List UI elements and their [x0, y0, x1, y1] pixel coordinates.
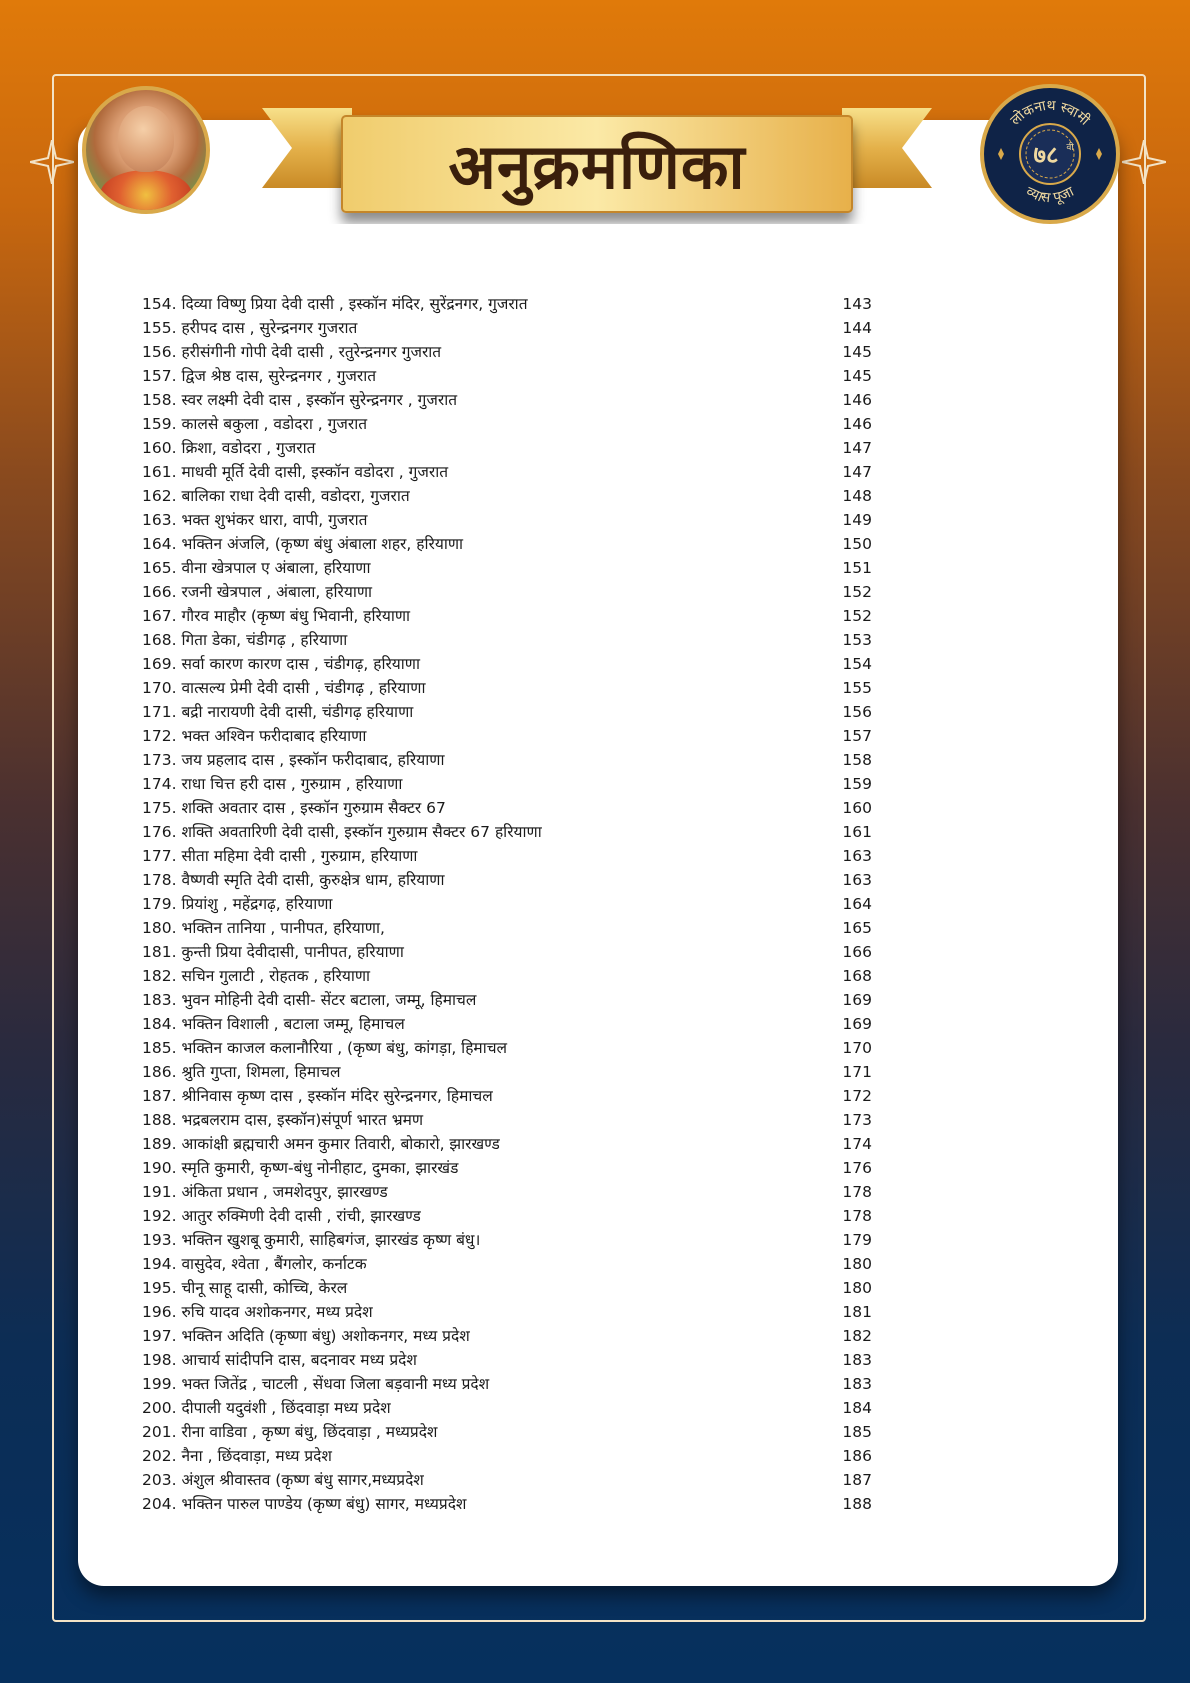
toc-row[interactable]: [142, 1132, 872, 1156]
toc-entry-text: 176. शक्ति अवतारिणी देवी दासी, इस्कॉन गुरुग्राम सैक्टर 67 हरियाणा: [142, 823, 542, 841]
toc-row[interactable]: [142, 1204, 872, 1228]
toc-entry-text: 156. हरीसंगीनी गोपी देवी दासी , रतुरेन्द्रनगर गुजरात: [142, 343, 442, 361]
toc-page-number: 155: [842, 679, 872, 697]
toc-row[interactable]: [142, 412, 872, 436]
toc-entry-text: 184. भक्तिन विशाली , बटाला जम्मू, हिमाचल: [142, 1015, 405, 1033]
toc-entry-text: 169. सर्वा कारण कारण दास , चंडीगढ़, हरियाणा: [142, 655, 421, 673]
toc-page-number: 148: [842, 487, 872, 505]
toc-row[interactable]: [142, 748, 872, 772]
toc-entry-text: 196. रुचि यादव अशोकनगर, मध्य प्रदेश: [142, 1303, 373, 1321]
toc-entry-text: 158. स्वर लक्ष्मी देवी दास , इस्कॉन सुरेन्द्रनगर , गुजरात: [142, 391, 458, 409]
toc-row[interactable]: [142, 364, 872, 388]
toc-entry-text: 164. भक्तिन अंजलि, (कृष्ण बंधु अंबाला शहर, हरियाणा: [142, 535, 464, 553]
toc-page-number: 170: [842, 1039, 872, 1057]
toc-row[interactable]: [142, 1276, 872, 1300]
toc-entry-text: 186. श्रुति गुप्ता, शिमला, हिमाचल: [142, 1063, 341, 1081]
toc-entry-text: 190. स्मृति कुमारी, कृष्ण-बंधु नोनीहाट, दुमका, झारखंड: [142, 1159, 459, 1177]
toc-row[interactable]: [142, 532, 872, 556]
toc-entry-text: 165. वीना खेत्रपाल ए अंबाला, हरियाणा: [142, 559, 371, 577]
toc-page-number: 163: [842, 847, 872, 865]
toc-row[interactable]: [142, 1468, 872, 1492]
badge-top-text: लोकनाथ स्वामी: [1007, 97, 1093, 129]
toc-page-number: 165: [842, 919, 872, 937]
toc-entry-text: 170. वात्सल्य प्रेमी देवी दासी , चंडीगढ़ , हरियाणा: [142, 679, 426, 697]
toc-page-number: 143: [842, 295, 872, 313]
toc-page-number: 183: [842, 1375, 872, 1393]
toc-row[interactable]: [142, 556, 872, 580]
toc-entry-text: 162. बालिका राधा देवी दासी, वडोदरा, गुजरात: [142, 487, 410, 505]
svg-text:व्यास पूजा: [1023, 184, 1077, 207]
toc-row[interactable]: [142, 1348, 872, 1372]
toc-entry-text: 200. दीपाली यदुवंशी , छिंदवाड़ा मध्य प्रदेश: [142, 1399, 391, 1417]
toc-row[interactable]: [142, 988, 872, 1012]
toc-entry-text: 159. कालसे बकुला , वडोदरा , गुजरात: [142, 415, 368, 433]
toc-page-number: 152: [842, 583, 872, 601]
toc-page-number: 159: [842, 775, 872, 793]
toc-row[interactable]: [142, 1108, 872, 1132]
toc-row[interactable]: [142, 1444, 872, 1468]
toc-entry-text: 182. सचिन गुलाटी , रोहतक , हरियाणा: [142, 967, 371, 985]
toc-entry-text: 174. राधा चित्त हरी दास , गुरुग्राम , हरियाणा: [142, 775, 403, 793]
toc-entry-text: 160. क्रिशा, वडोदरा , गुजरात: [142, 439, 316, 457]
toc-row[interactable]: [142, 868, 872, 892]
toc-entry-text: 179. प्रियांशु , महेंद्रगढ़, हरियाणा: [142, 895, 333, 913]
toc-row[interactable]: [142, 1156, 872, 1180]
toc-row[interactable]: [142, 820, 872, 844]
toc-entry-text: 155. हरीपद दास , सुरेन्द्रनगर गुजरात: [142, 319, 358, 337]
toc-row[interactable]: [142, 1012, 872, 1036]
toc-row[interactable]: [142, 1228, 872, 1252]
toc-row[interactable]: [142, 340, 872, 364]
toc-entry-text: 157. द्विज श्रेष्ठ दास, सुरेन्द्रनगर , गुजरात: [142, 367, 377, 385]
toc-entry-text: 189. आकांक्षी ब्रह्मचारी अमन कुमार तिवारी, बोकारो, झारखण्ड: [142, 1135, 500, 1153]
toc-entry-text: 180. भक्तिन तानिया , पानीपत, हरियाणा,: [142, 919, 385, 937]
toc-row[interactable]: [142, 292, 872, 316]
toc-page-number: 147: [842, 439, 872, 457]
toc-page-number: 186: [842, 1447, 872, 1465]
toc-page-number: 144: [842, 319, 872, 337]
ornament-star-icon: [30, 140, 74, 184]
toc-page-number: 169: [842, 1015, 872, 1033]
toc-page-number: 154: [842, 655, 872, 673]
toc-page-number: 160: [842, 799, 872, 817]
toc-entry-text: 204. भक्तिन पारुल पाण्डेय (कृष्ण बंधु) सागर, मध्यप्रदेश: [142, 1495, 467, 1513]
toc-row[interactable]: [142, 916, 872, 940]
toc-page-number: 146: [842, 391, 872, 409]
toc-page-number: 187: [842, 1471, 872, 1489]
toc-row[interactable]: [142, 484, 872, 508]
toc-entry-text: 166. रजनी खेत्रपाल , अंबाला, हरियाणा: [142, 583, 373, 601]
toc-page-number: 158: [842, 751, 872, 769]
badge-bottom-text: व्यास पूजा: [1023, 183, 1077, 207]
toc-entry-text: 201. रीना वाडिवा , कृष्ण बंधु, छिंदवाड़ा , मध्यप्रदेश: [142, 1423, 438, 1441]
toc-row[interactable]: [142, 1060, 872, 1084]
toc-page-number: 145: [842, 343, 872, 361]
toc-row[interactable]: [142, 460, 872, 484]
toc-entry-text: 198. आचार्य सांदीपनि दास, बदनावर मध्य प्रदेश: [142, 1351, 417, 1369]
toc-entry-text: 193. भक्तिन खुशबू कुमारी, साहिबगंज, झारखंड कृष्ण बंधु।: [142, 1231, 481, 1249]
toc-page-number: 149: [842, 511, 872, 529]
toc-entry-text: 173. जय प्रहलाद दास , इस्कॉन फरीदाबाद, हरियाणा: [142, 751, 445, 769]
toc-page-number: 181: [842, 1303, 872, 1321]
toc-page-number: 183: [842, 1351, 872, 1369]
toc-page-number: 164: [842, 895, 872, 913]
toc-page-number: 150: [842, 535, 872, 553]
toc-entry-text: 175. शक्ति अवतार दास , इस्कॉन गुरुग्राम सैक्टर 67: [142, 799, 446, 817]
toc-entry-text: 203. अंशुल श्रीवास्तव (कृष्ण बंधु सागर,मध्यप्रदेश: [142, 1471, 424, 1489]
toc-entry-text: 161. माधवी मूर्ति देवी दासी, इस्कॉन वडोदरा , गुजरात: [142, 463, 449, 481]
toc-entry-text: 191. अंकिता प्रधान , जमशेदपुर, झारखण्ड: [142, 1183, 388, 1201]
toc-page-number: 146: [842, 415, 872, 433]
toc-entry-text: 197. भक्तिन अदिति (कृष्णा बंधु) अशोकनगर, मध्य प्रदेश: [142, 1327, 470, 1345]
toc-entry-text: 177. सीता महिमा देवी दासी , गुरुग्राम, हरियाणा: [142, 847, 418, 865]
toc-page-number: 179: [842, 1231, 872, 1249]
toc-page-number: 152: [842, 607, 872, 625]
toc-entry-text: 167. गौरव माहौर (कृष्ण बंधु भिवानी, हरियाणा: [142, 607, 411, 625]
toc-page-number: 166: [842, 943, 872, 961]
toc-entry-text: 181. कुन्ती प्रिया देवीदासी, पानीपत, हरियाणा: [142, 943, 404, 961]
toc-entry-text: 154. दिव्या विष्णु प्रिया देवी दासी , इस्कॉन मंदिर, सुरेंद्रनगर, गुजरात: [142, 295, 528, 313]
toc-entry-text: 195. चीनू साहू दासी, कोच्चि, केरल: [142, 1279, 348, 1297]
page-title: अनुक्रमणिका: [448, 130, 746, 203]
toc-row[interactable]: [142, 1324, 872, 1348]
toc-row[interactable]: [142, 1492, 872, 1516]
toc-entry-text: 188. भद्रबलराम दास, इस्कॉन)संपूर्ण भारत भ्रमण: [142, 1111, 424, 1129]
toc-page-number: 174: [842, 1135, 872, 1153]
toc-page-number: 178: [842, 1207, 872, 1225]
toc-page-number: 176: [842, 1159, 872, 1177]
toc-row[interactable]: [142, 580, 872, 604]
toc-row[interactable]: [142, 940, 872, 964]
toc-entry-text: 187. श्रीनिवास कृष्ण दास , इस्कॉन मंदिर सुरेन्द्रनगर, हिमाचल: [142, 1087, 493, 1105]
toc-row[interactable]: [142, 508, 872, 532]
toc-row[interactable]: [142, 1180, 872, 1204]
toc-entry-text: 194. वासुदेव, श्वेता , बैंगलोर, कर्नाटक: [142, 1255, 367, 1273]
toc-row[interactable]: [142, 604, 872, 628]
toc-row[interactable]: [142, 316, 872, 340]
toc-entry-text: 163. भक्त शुभंकर धारा, वापी, गुजरात: [142, 511, 368, 529]
toc-page-number: 188: [842, 1495, 872, 1513]
toc-page-number: 151: [842, 559, 872, 577]
toc-entry-text: 172. भक्त अश्विन फरीदाबाद हरियाणा: [142, 727, 367, 745]
toc-row[interactable]: [142, 1252, 872, 1276]
toc-row[interactable]: [142, 724, 872, 748]
toc-page-number: 153: [842, 631, 872, 649]
toc-row[interactable]: [142, 676, 872, 700]
toc-entry-text: 171. बद्री नारायणी देवी दासी, चंडीगढ़ हरियाणा: [142, 703, 414, 721]
guru-portrait: [82, 86, 210, 214]
toc-page-number: 180: [842, 1255, 872, 1273]
toc-row[interactable]: [142, 700, 872, 724]
toc-page-number: 172: [842, 1087, 872, 1105]
toc-row[interactable]: [142, 772, 872, 796]
toc-page-number: 171: [842, 1063, 872, 1081]
toc-page-number: 182: [842, 1327, 872, 1345]
toc-entry-text: 178. वैष्णवी स्मृति देवी दासी, कुरुक्षेत्र धाम, हरियाणा: [142, 871, 445, 889]
toc-page-number: 173: [842, 1111, 872, 1129]
toc-page-number: 157: [842, 727, 872, 745]
badge-suffix: वी: [1066, 143, 1074, 153]
vyas-puja-badge: [980, 84, 1120, 224]
toc-entry-text: 199. भक्त जितेंद्र , चाटली , सेंधवा जिला बड़वानी मध्य प्रदेश: [142, 1375, 490, 1393]
toc-row[interactable]: [142, 436, 872, 460]
toc-page-number: 156: [842, 703, 872, 721]
toc-row[interactable]: [142, 1372, 872, 1396]
badge-number: ७८: [1033, 140, 1059, 169]
toc-page-number: 145: [842, 367, 872, 385]
toc-row[interactable]: [142, 1396, 872, 1420]
toc-row[interactable]: [142, 628, 872, 652]
toc-page-number: 147: [842, 463, 872, 481]
toc-page-number: 168: [842, 967, 872, 985]
toc-entry-text: 185. भक्तिन काजल कलानौरिया , (कृष्ण बंधु, कांगड़ा, हिमाचल: [142, 1039, 508, 1057]
toc-row[interactable]: [142, 964, 872, 988]
toc-row[interactable]: [142, 1036, 872, 1060]
toc-entry-text: 168. गिता डेका, चंडीगढ़ , हरियाणा: [142, 631, 348, 649]
toc-row[interactable]: [142, 1420, 872, 1444]
toc-row[interactable]: [142, 1300, 872, 1324]
toc-row[interactable]: [142, 652, 872, 676]
toc-page-number: 180: [842, 1279, 872, 1297]
ornament-star-icon: [1122, 140, 1166, 184]
toc-row[interactable]: [142, 1084, 872, 1108]
toc-row[interactable]: [142, 892, 872, 916]
toc-entry-text: 183. भुवन मोहिनी देवी दासी- सेंटर बटाला, जम्मू, हिमाचल: [142, 991, 477, 1009]
table-of-contents: [142, 292, 872, 1516]
toc-entry-text: 202. नैना , छिंदवाड़ा, मध्य प्रदेश: [142, 1447, 332, 1465]
toc-page-number: 185: [842, 1423, 872, 1441]
toc-row[interactable]: [142, 844, 872, 868]
toc-page-number: 163: [842, 871, 872, 889]
toc-page-number: 169: [842, 991, 872, 1009]
toc-page-number: 178: [842, 1183, 872, 1201]
toc-entry-text: 192. आतुर रुक्मिणी देवी दासी , रांची, झारखण्ड: [142, 1207, 421, 1225]
toc-row[interactable]: [142, 388, 872, 412]
toc-row[interactable]: [142, 796, 872, 820]
toc-page-number: 161: [842, 823, 872, 841]
toc-page-number: 184: [842, 1399, 872, 1417]
